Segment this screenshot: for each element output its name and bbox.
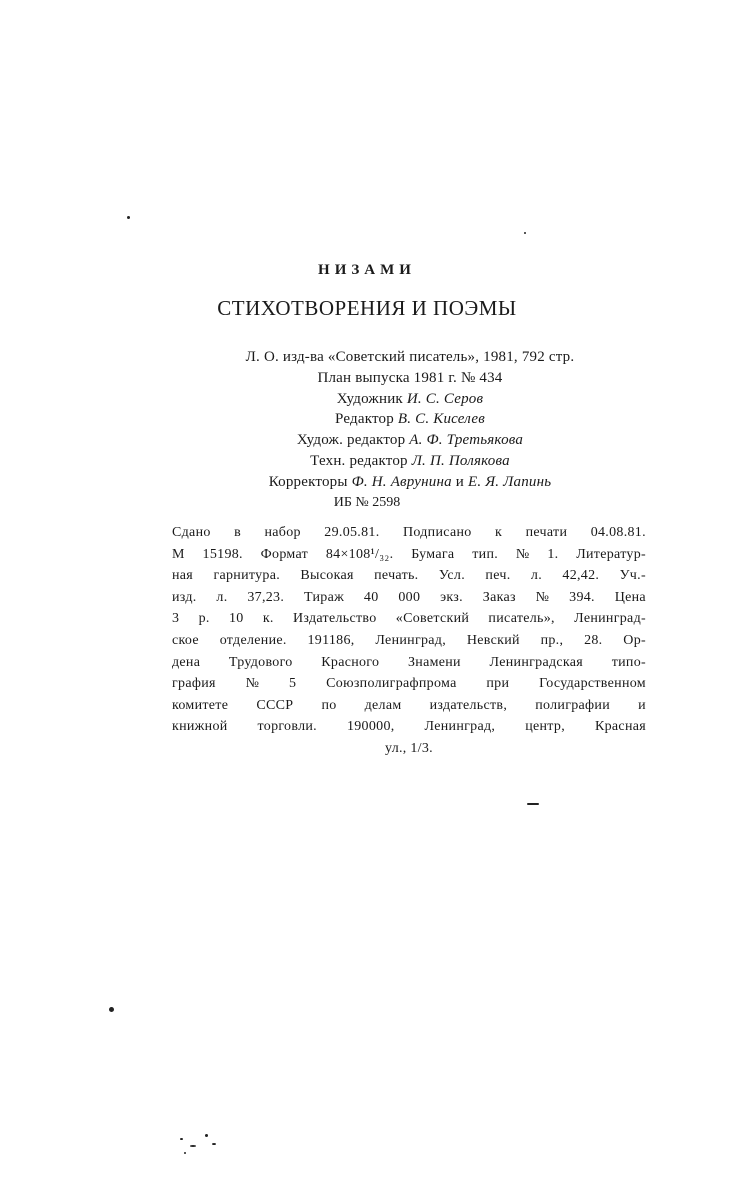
imprint-word: гарнитура.	[213, 568, 281, 584]
imprint-word: 190000,	[346, 719, 395, 735]
imprint-word: Красного	[321, 654, 380, 670]
imprint-word: Государственном	[539, 676, 646, 692]
credits-block	[190, 347, 630, 493]
editor-line	[190, 409, 630, 430]
imprint-word: Знамени	[407, 654, 461, 670]
imprint-word: печати	[525, 525, 568, 540]
imprint-word: Подписано	[402, 525, 472, 540]
imprint-last-line: ул., 1/3.	[385, 740, 433, 756]
imprint-word: р.	[198, 611, 210, 627]
scan-speck	[527, 803, 539, 805]
proofreaders-line	[190, 472, 630, 493]
imprint-word: 394.	[569, 589, 595, 605]
imprint-word: графия	[172, 676, 216, 692]
art-editor-name: А. Ф. Третьякова	[409, 432, 524, 449]
imprint-word: к	[495, 525, 503, 540]
imprint-word: Ленинград,	[375, 632, 447, 648]
imprint-line	[172, 587, 646, 609]
imprint-line	[172, 652, 646, 674]
imprint-word: изд.	[172, 589, 197, 605]
scan-speck	[180, 1138, 183, 1140]
tech-editor-label: Техн. редактор	[310, 452, 408, 469]
imprint-word: печ.	[485, 568, 511, 584]
book-author: НИЗАМИ	[318, 262, 416, 278]
imprint-word: книжной	[172, 719, 228, 735]
imprint-word: №	[515, 546, 530, 562]
imprint-word: печать.	[374, 568, 419, 584]
imprint-word: к.	[262, 611, 274, 627]
imprint-word: Ленинград-	[574, 611, 646, 627]
imprint-line	[172, 630, 646, 652]
imprint-word: 84×108¹/₃₂.	[325, 546, 394, 562]
imprint-word: при	[486, 676, 510, 692]
imprint-word: писатель»,	[488, 611, 555, 627]
imprint-word: 15198.	[202, 546, 243, 562]
proofreader-2: Е. Я. Лапинь	[467, 473, 552, 490]
editor-name: В. С. Киселев	[397, 411, 485, 428]
imprint-line	[172, 695, 646, 717]
imprint-word: по	[321, 697, 337, 713]
proofreader-1: Ф. Н. Аврунина	[351, 473, 452, 490]
imprint-word: Ленинград,	[424, 719, 496, 735]
imprint-block	[172, 522, 646, 760]
imprint-word: Трудового	[228, 654, 293, 670]
imprint-word: 1.	[547, 546, 559, 562]
imprint-word: 42,42.	[562, 568, 600, 584]
imprint-word: Заказ	[482, 589, 516, 605]
imprint-word: и	[638, 697, 646, 713]
imprint-word: 29.05.81.	[324, 525, 380, 540]
imprint-word: полиграфии	[535, 697, 611, 713]
imprint-word: Сдано	[172, 525, 211, 540]
imprint-word: Красная	[594, 719, 646, 735]
imprint-word: «Советский	[395, 611, 470, 627]
imprint-word: Цена	[614, 589, 646, 605]
scan-speck	[524, 232, 526, 234]
proofreaders-label: Корректоры	[268, 473, 348, 490]
artist-line	[190, 389, 630, 410]
imprint-word: тип.	[472, 546, 499, 562]
artist-name: И. С. Серов	[406, 390, 484, 407]
imprint-word: М	[172, 546, 185, 562]
imprint-word: Формат	[260, 546, 309, 562]
imprint-word: центр,	[525, 719, 565, 735]
imprint-word: СССР	[256, 697, 294, 713]
artist-label: Художник	[336, 390, 403, 407]
imprint-word: 3	[172, 611, 180, 627]
publisher-line: Л. О. изд-ва «Советский писатель», 1981, 792 стр.	[245, 349, 575, 365]
imprint-word: типо-	[611, 654, 646, 670]
imprint-word: делам	[364, 697, 402, 713]
imprint-word: торговли.	[257, 719, 317, 735]
editor-label: Редактор	[335, 411, 394, 428]
imprint-word: набор	[264, 525, 301, 540]
scan-speck	[212, 1143, 216, 1145]
ib-number: ИБ № 2598	[333, 495, 401, 510]
imprint-line	[172, 544, 646, 566]
scan-speck	[109, 1007, 114, 1012]
imprint-word: Издательство	[293, 611, 377, 627]
imprint-word: пр.,	[540, 632, 564, 648]
imprint-word: ское	[172, 632, 199, 648]
imprint-word: Ор-	[623, 632, 646, 648]
imprint-word: Высокая	[300, 568, 354, 584]
art-editor-line	[190, 430, 630, 451]
scan-speck	[127, 216, 130, 219]
imprint-line	[172, 565, 646, 587]
imprint-word: отделение.	[219, 632, 287, 648]
imprint-word: 5	[289, 676, 297, 692]
imprint-word: 28.	[584, 632, 603, 648]
imprint-line	[172, 673, 646, 695]
imprint-word: Невский	[466, 632, 520, 648]
imprint-word: 10	[228, 611, 244, 627]
tech-editor-line	[190, 451, 630, 472]
imprint-word: №	[245, 676, 260, 692]
imprint-word: Тираж	[303, 589, 345, 605]
imprint-word: Усл.	[438, 568, 466, 584]
imprint-line	[172, 716, 646, 738]
imprint-word: 000	[398, 589, 421, 605]
imprint-word: комитете	[172, 697, 229, 713]
imprint-word: ная	[172, 568, 194, 584]
imprint-word: Уч.-	[619, 568, 646, 584]
imprint-word: 191186,	[307, 632, 355, 648]
scan-speck	[205, 1134, 208, 1137]
art-editor-label: Худож. редактор	[296, 432, 406, 449]
imprint-word: 40	[363, 589, 379, 605]
imprint-word: л.	[530, 568, 542, 584]
imprint-word: Бумага	[411, 546, 455, 562]
imprint-line	[172, 608, 646, 630]
imprint-word: Литератур-	[576, 546, 646, 562]
imprint-word: дена	[172, 654, 201, 670]
scan-speck	[190, 1145, 196, 1147]
imprint-word: л.	[216, 589, 228, 605]
tech-editor-name: Л. П. Полякова	[411, 452, 510, 469]
proofreaders-and: и	[455, 473, 464, 490]
imprint-word: Ленинградская	[489, 654, 584, 670]
imprint-line	[172, 522, 646, 544]
imprint-word: 04.08.81.	[590, 525, 646, 540]
book-title: СТИХОТВОРЕНИЯ И ПОЭМЫ	[217, 296, 517, 320]
imprint-word: экз.	[440, 589, 463, 605]
imprint-word: в	[234, 525, 242, 540]
plan-line: План выпуска 1981 г. № 434	[317, 369, 503, 386]
imprint-word: Союзполиграфпрома	[326, 676, 457, 692]
scan-speck	[184, 1152, 186, 1154]
imprint-word: издательств,	[429, 697, 508, 713]
imprint-word: №	[535, 589, 550, 605]
imprint-word: 37,23.	[247, 589, 285, 605]
